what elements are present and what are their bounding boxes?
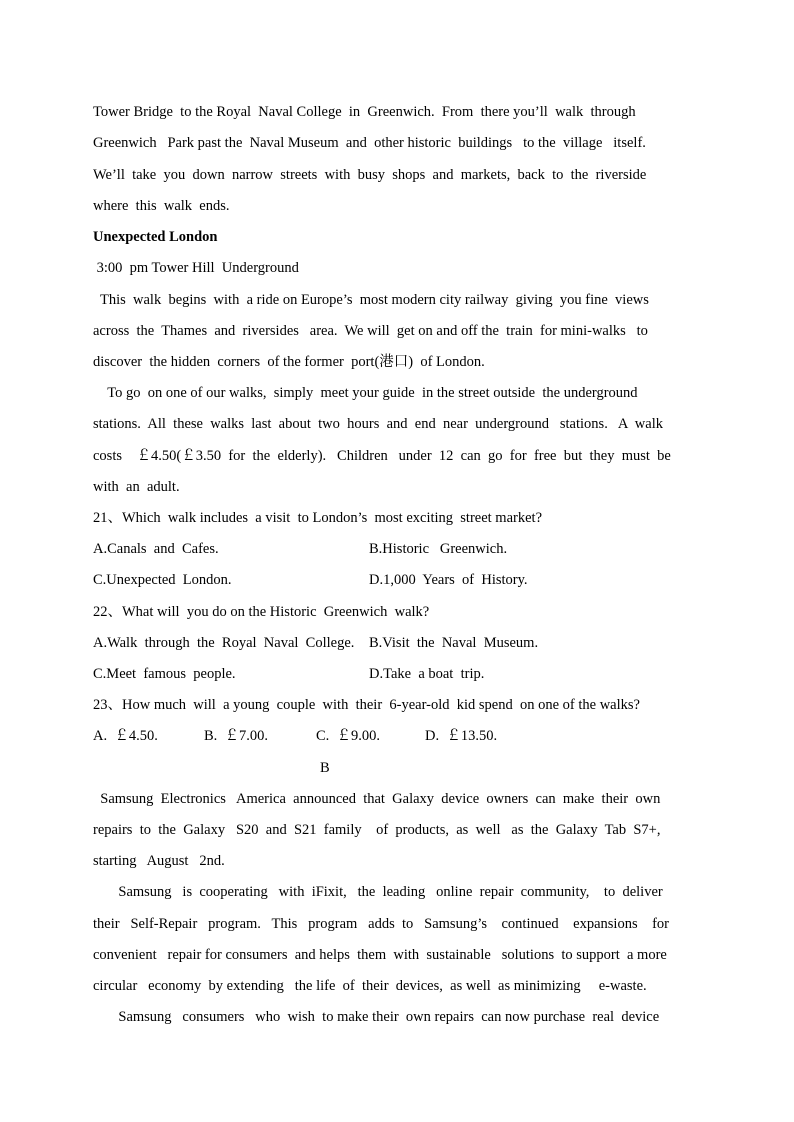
text-line: Tower Bridge to the Royal Naval College in Greenwich. From there you’ll walk through (93, 104, 636, 120)
text-line: We’ll take you down narrow streets with busy shops and markets, back to the riverside (93, 167, 647, 183)
question-stem: 23、How much will a young couple with their 6-year-old kid spend on one of the walks? (93, 697, 640, 713)
text-line: costs ￡4.50(￡3.50 for the elderly). Children under 12 can go for free but they must be (93, 448, 671, 464)
option-d: D.Take a boat trip. (369, 666, 485, 682)
option-a: A.Canals and Cafes. (93, 541, 219, 557)
option-a: A. ￡4.50. (93, 728, 158, 744)
text-line: stations. All these walks last about two hours and end near underground stations. A walk (93, 416, 663, 432)
text-line: repairs to the Galaxy S20 and S21 family of products, as well as the Galaxy Tab S7+, (93, 822, 661, 838)
text-line: Samsung is cooperating with iFixit, the leading online repair community, to deliver (93, 884, 663, 900)
question-stem: 21、Which walk includes a visit to London’s most exciting street market? (93, 510, 543, 526)
text-line: Samsung Electronics America announced that Galaxy device owners can make their own (93, 791, 661, 807)
text-line: convenient repair for consumers and helps them with sustainable solutions to support a more (93, 947, 667, 963)
text-line: discover the hidden corners of the former port(港口) of London. (93, 354, 485, 370)
text-line: their Self-Repair program. This program adds to Samsung’s continued expansions for (93, 916, 670, 932)
text-line: with an adult. (93, 479, 180, 495)
text-line: To go on one of our walks, simply meet your guide in the street outside the underground (93, 385, 638, 401)
option-d: D. ￡13.50. (425, 728, 498, 744)
text-line: across the Thames and riversides area. We will get on and off the train for mini-walks to (93, 323, 648, 339)
text-line: circular economy by extending the life of their devices, as well as minimizing e-waste. (93, 978, 647, 994)
option-c: C.Meet famous people. (93, 666, 236, 682)
text-line: Greenwich Park past the Naval Museum and other historic buildings to the village itself. (93, 135, 646, 151)
passage-heading: B (320, 760, 330, 776)
text-line: starting August 2nd. (93, 853, 225, 869)
option-d: D.1,000 Years of History. (369, 572, 528, 588)
section-title: Unexpected London (93, 229, 218, 245)
question-stem: 22、What will you do on the Historic Greenwich walk? (93, 604, 430, 620)
option-b: B. ￡7.00. (204, 728, 269, 744)
text-line: This walk begins with a ride on Europe’s most modern city railway giving you fine views (93, 292, 649, 308)
text-line: where this walk ends. (93, 198, 230, 214)
option-c: C. ￡9.00. (316, 728, 381, 744)
option-c: C.Unexpected London. (93, 572, 232, 588)
walk-time: 3:00 pm Tower Hill Underground (93, 260, 299, 276)
option-b: B.Historic Greenwich. (369, 541, 508, 557)
text-line: Samsung consumers who wish to make their own repairs can now purchase real device (93, 1009, 660, 1025)
option-a: A.Walk through the Royal Naval College. (93, 635, 355, 651)
option-b: B.Visit the Naval Museum. (369, 635, 539, 651)
